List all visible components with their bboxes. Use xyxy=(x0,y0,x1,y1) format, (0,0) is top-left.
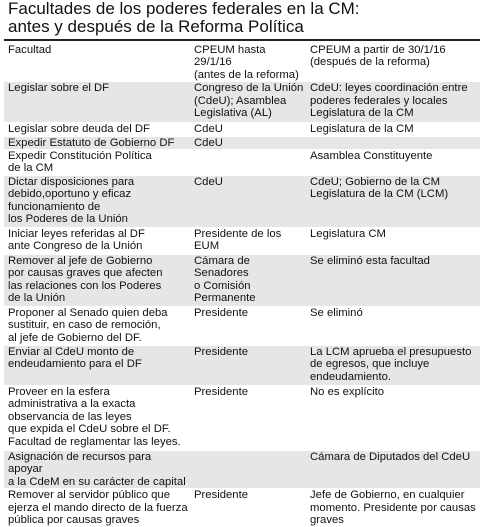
cell-facultad: Asignación de recursos para apoyar a la CdeM en su carácter de capital xyxy=(4,451,190,489)
title-rule xyxy=(4,39,480,41)
cell-facultad: Dictar disposiciones para debido,oportuno y eficaz funcionamiento de los Poderes de la Unión xyxy=(4,176,190,228)
cell-facultad: Remover al jefe de Gobierno por causas graves que afecten las relaciones con los Poderes de la Unión xyxy=(4,255,190,307)
table-row xyxy=(4,228,480,255)
table-row xyxy=(4,386,480,451)
cell-antes xyxy=(190,150,306,176)
header-antes: CPEUM hasta 29/1/16 (antes de la reforma) xyxy=(190,42,306,82)
cell-antes: Presidente xyxy=(190,489,306,527)
cell-despues: CdeU; Gobierno de la CM Legislatura de la CM (LCM) xyxy=(306,176,480,228)
cell-antes: CdeU xyxy=(190,136,306,149)
cell-despues xyxy=(306,136,480,149)
cell-facultad: Remover al servidor público que ejerza el mando directo de la fuerza pública por causas graves xyxy=(4,489,190,527)
cell-antes: CdeU xyxy=(190,123,306,136)
header-facultad: Facultad xyxy=(4,42,190,82)
cell-despues: Se eliminó xyxy=(306,307,480,346)
cell-facultad: Legislar sobre deuda del DF xyxy=(4,123,190,136)
cell-antes: Cámara de Senadores o Comisión Permanente xyxy=(190,255,306,307)
header-despues: CPEUM a partir de 30/1/16 (después de la reforma) xyxy=(306,42,480,82)
cell-despues: Cámara de Diputados del CdeU xyxy=(306,451,480,489)
cell-despues: CdeU: leyes coordinación entre poderes federales y locales Legislatura de la CM xyxy=(306,82,480,123)
cell-despues: Legislatura de la CM xyxy=(306,123,480,136)
facultades-table xyxy=(4,42,480,527)
cell-facultad: Expedir Constitución Política de la CM xyxy=(4,150,190,176)
cell-facultad: Legislar sobre el DF xyxy=(4,82,190,123)
cell-antes: Presidente xyxy=(190,386,306,451)
table-row xyxy=(4,307,480,346)
document-title: Facultades de los poderes federales en la CM: antes y después de la Reforma Política xyxy=(8,0,360,36)
cell-despues: Jefe de Gobierno, en cualquier momento. Presidente por causas graves xyxy=(306,489,480,527)
table-row xyxy=(4,451,480,489)
cell-facultad: Iniciar leyes referidas al DF ante Congreso de la Unión xyxy=(4,228,190,255)
cell-facultad: Proponer al Senado quien deba sustituir, en caso de remoción, al jefe de Gobierno del DF. xyxy=(4,307,190,346)
cell-antes: Congreso de la Unión (CdeU); Asamblea Legislativa (AL) xyxy=(190,82,306,123)
table-row xyxy=(4,489,480,527)
table-row xyxy=(4,346,480,386)
cell-facultad: Enviar al CdeU monto de endeudamiento para el DF xyxy=(4,346,190,386)
cell-despues: La LCM aprueba el presupuesto de egresos, que incluye endeudamiento. xyxy=(306,346,480,386)
cell-antes: Presidente de los EUM xyxy=(190,228,306,255)
cell-facultad: Proveer en la esfera administrativa a la exacta observancia de las leyes que expida el CdeU sobre el DF. Facultad de reglamentar las leyes. xyxy=(4,386,190,451)
table-row xyxy=(4,123,480,136)
cell-despues: Se eliminó esta facultad xyxy=(306,255,480,307)
table-row xyxy=(4,82,480,123)
cell-despues: Legislatura CM xyxy=(306,228,480,255)
cell-facultad: Expedir Estatuto de Gobierno DF xyxy=(4,136,190,149)
table-row xyxy=(4,255,480,307)
cell-antes xyxy=(190,451,306,489)
cell-antes: Presidente xyxy=(190,346,306,386)
table-row xyxy=(4,150,480,176)
table-row xyxy=(4,176,480,228)
cell-antes: Presidente xyxy=(190,307,306,346)
cell-antes: CdeU xyxy=(190,176,306,228)
table-row xyxy=(4,136,480,149)
cell-despues: No es explícito xyxy=(306,386,480,451)
table-header-row xyxy=(4,42,480,82)
cell-despues: Asamblea Constituyente xyxy=(306,150,480,176)
